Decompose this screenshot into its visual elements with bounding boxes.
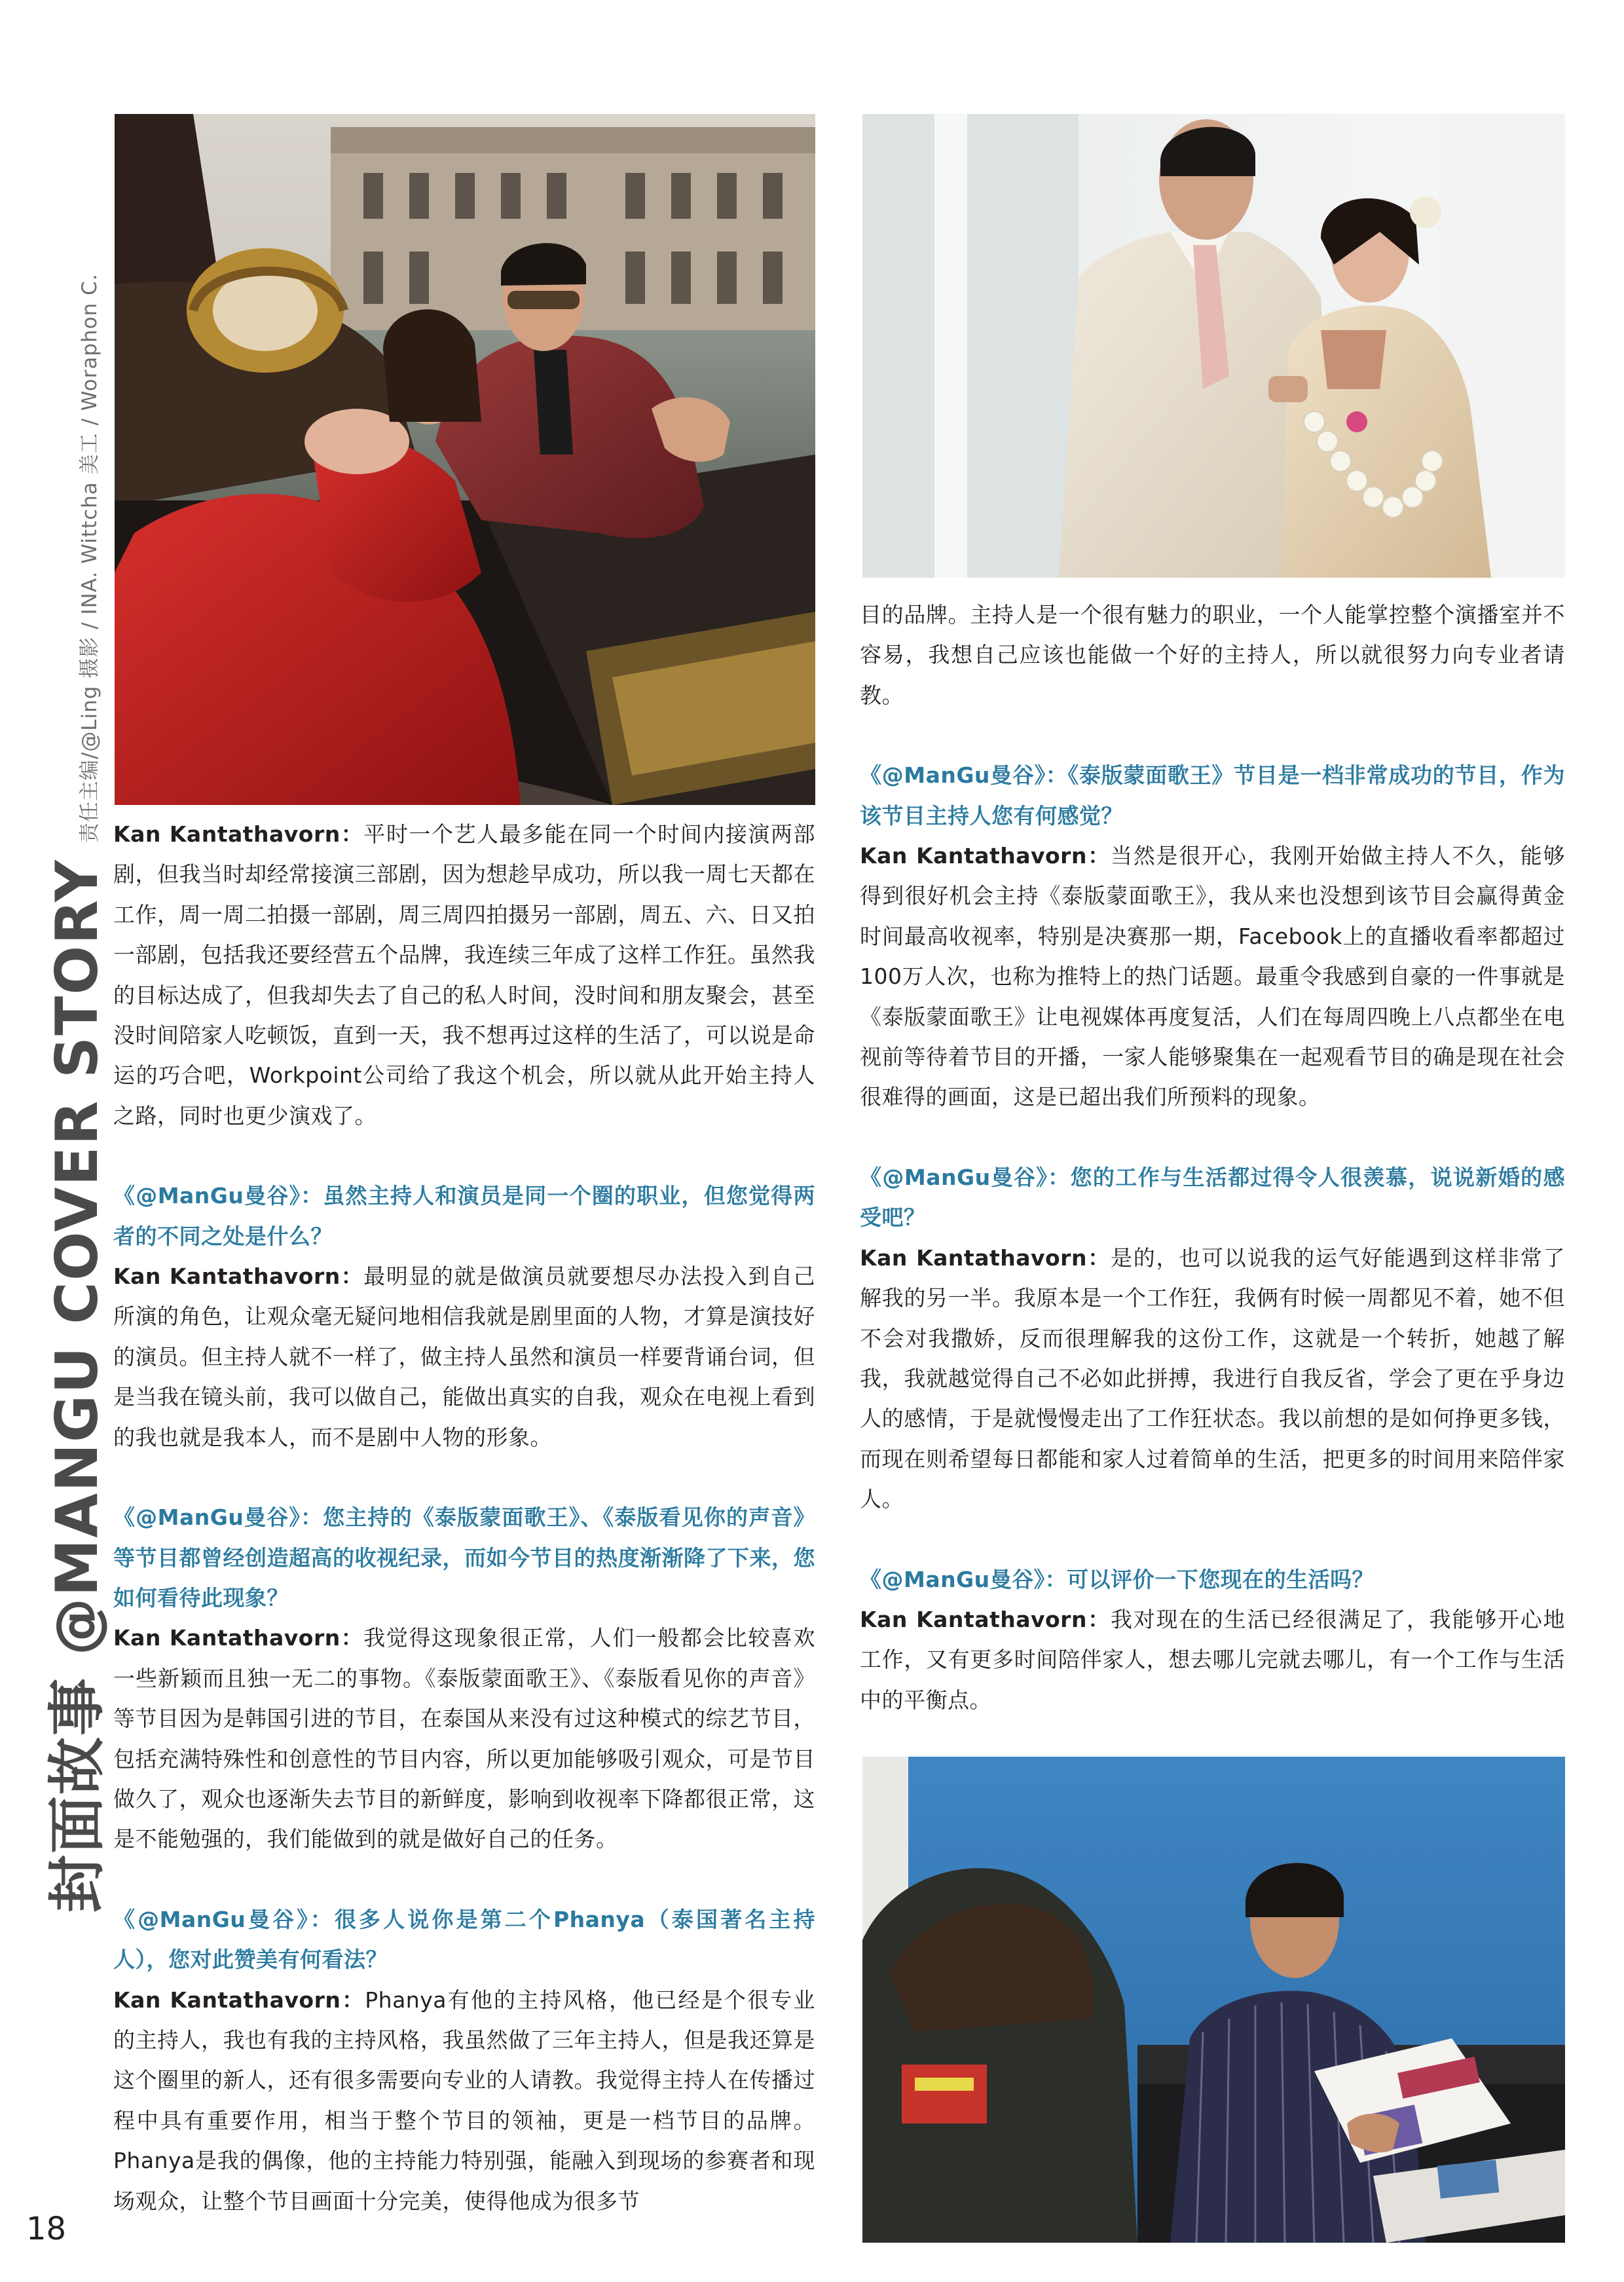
question-heading: 《@ManGu曼谷》：可以评价一下您现在的生活吗？ [860, 1566, 1375, 1592]
answer-text: 平时一个艺人最多能在同一个时间内接演两部剧，但我当时却经常接演三部剧，因为想趁早成功，所以我一周七天都在工作，周一周二拍摄一部剧，周三周四拍摄另一部剧，周五、六、日又拍一部剧，包括我还要经营五个品牌，我连续三年成了这样工作狂。虽然我的目标达成了，但我却失去了自己的私人时间，没时间和朋友聚会，甚至没时间陪家人吃顿饭，直到一天，我不想再过这样的生活了，可以说是命运的巧合吧，Workpoint公司给了我这个机会，所以就从此开始主持人之路，同时也更少演戏了。 [113, 821, 815, 1129]
speaker-label: Kan Kantathavorn： [860, 843, 1111, 869]
answer-text: 我觉得这现象很正常，人们一般都会比较喜欢一些新颖而且独一无二的事物。《泰版蒙面歌王》、《泰版看见你的声音》等节目因为是韩国引进的节目，在泰国从来没有过这种模式的综艺节目，包括充满特殊性和创意性的节目内容，所以更加能够吸引观众，可是节目做久了，观众也逐渐失去节目的新鲜度，影响到收视率下降都很正常，这是不能勉强的，我们能做到的就是做好自己的任务。 [113, 1625, 815, 1852]
answer-paragraph [860, 836, 1565, 1117]
credits-line: 责任主编/@Ling 摄影 / INA. Wittcha 美工 / Woraphon C. [78, 273, 101, 844]
answer-paragraph [113, 1256, 815, 1457]
speaker-label: Kan Kantathavorn： [860, 1244, 1111, 1271]
answer-paragraph [113, 1980, 815, 2221]
answer-paragraph [113, 814, 815, 1136]
vertical-sidebar [38, 273, 111, 1913]
speaker-label: Kan Kantathavorn： [113, 821, 364, 847]
interview-photo [862, 1757, 1565, 2243]
answer-paragraph [860, 1238, 1565, 1520]
answer-text: 最明显的就是做演员就要想尽办法投入到自己所演的角色，让观众毫无疑问地相信我就是剧里面的人物，才算是演技好的演员。但主持人就不一样了，做主持人虽然和演员一样要背诵台词，但是当我在镜头前，我可以做自己，能做出真实的自我，观众在电视上看到的我也就是我本人，而不是剧中人物的形象。 [113, 1263, 815, 1450]
wedding-couple-photo [862, 114, 1565, 578]
left-text-column [113, 814, 815, 2221]
gondola-couple-photo [115, 114, 815, 805]
question-heading: 《@ManGu曼谷》：很多人说你是第二个Phanya（泰国著名主持人），您对此赞美有何看法？ [113, 1906, 815, 1973]
speaker-label: Kan Kantathavorn： [113, 1625, 364, 1651]
answer-text: Phanya有他的主持风格，他已经是个很专业的主持人，我也有我的主持风格，我虽然做了三年主持人，但是我还算是这个圈里的新人，还有很多需要向专业的人请教。我觉得主持人在传播过程中具有重要作用，相当于整个节目的领袖，更是一档节目的品牌。Phanya是我的偶像，他的主持能力特别强，能融入到现场的参赛者和现场观众，让整个节目画面十分完美，使得他成为很多节 [113, 1987, 815, 2214]
right-text-column [860, 595, 1565, 1720]
speaker-label: Kan Kantathavorn： [113, 1263, 364, 1290]
question-heading: 《@ManGu曼谷》：《泰版蒙面歌王》节目是一档非常成功的节目，作为该节目主持人您有何感觉？ [860, 762, 1565, 829]
speaker-label: Kan Kantathavorn： [860, 1606, 1111, 1632]
page-number: 18 [26, 2211, 67, 2247]
question-heading: 《@ManGu曼谷》：虽然主持人和演员是同一个圈的职业，但您觉得两者的不同之处是什么？ [113, 1183, 815, 1249]
continued-paragraph: 目的品牌。主持人是一个很有魅力的职业，一个人能掌控整个演播室并不容易，我想自己应该也能做一个好的主持人，所以就很努力向专业者请教。 [860, 602, 1565, 708]
question-heading: 《@ManGu曼谷》：您主持的《泰版蒙面歌王》、《泰版看见你的声音》等节目都曾经创造超高的收视纪录，而如今节目的热度渐渐降了下来，您如何看待此现象？ [113, 1505, 815, 1611]
answer-text: 是的，也可以说我的运气好能遇到这样非常了解我的另一半。我原本是一个工作狂，我俩有时候一周都见不着，她不但不会对我撒娇，反而很理解我的这份工作，这就是一个转折，她越了解我，我就越觉得自己不必如此拼搏，我进行自我反省，学会了更在乎身边人的感情，于是就慢慢走出了工作狂状态。我以前想的是如何挣更多钱，而现在则希望每日都能和家人过着简单的生活，把更多的时间用来陪伴家人。 [860, 1244, 1566, 1512]
section-title: 封面故事 @MANGU COVER STORY [43, 859, 111, 1913]
speaker-label: Kan Kantathavorn： [113, 1987, 365, 2013]
question-heading: 《@ManGu曼谷》：您的工作与生活都过得令人很羡慕，说说新婚的感受吧？ [860, 1164, 1565, 1231]
answer-paragraph [113, 1618, 815, 1859]
answer-text: 我对现在的生活已经很满足了，我能够开心地工作，又有更多时间陪伴家人，想去哪儿完就去哪儿，有一个工作与生活中的平衡点。 [860, 1606, 1566, 1713]
answer-text: 当然是很开心，我刚开始做主持人不久，能够得到很好机会主持《泰版蒙面歌王》，我从来也没想到该节目会赢得黄金时间最高收视率，特别是决赛那一期，Facebook上的直播收看率都超过100万人次，也称为推特上的热门话题。最重令我感到自豪的一件事就是《泰版蒙面歌王》让电视媒体再度复活，人们在每周四晚上八点都坐在电视前等待着节目的开播，一家人能够聚集在一起观看节目的确是现在社会很难得的画面，这是已超出我们所预料的现象。 [860, 843, 1566, 1110]
answer-paragraph [860, 1599, 1565, 1720]
